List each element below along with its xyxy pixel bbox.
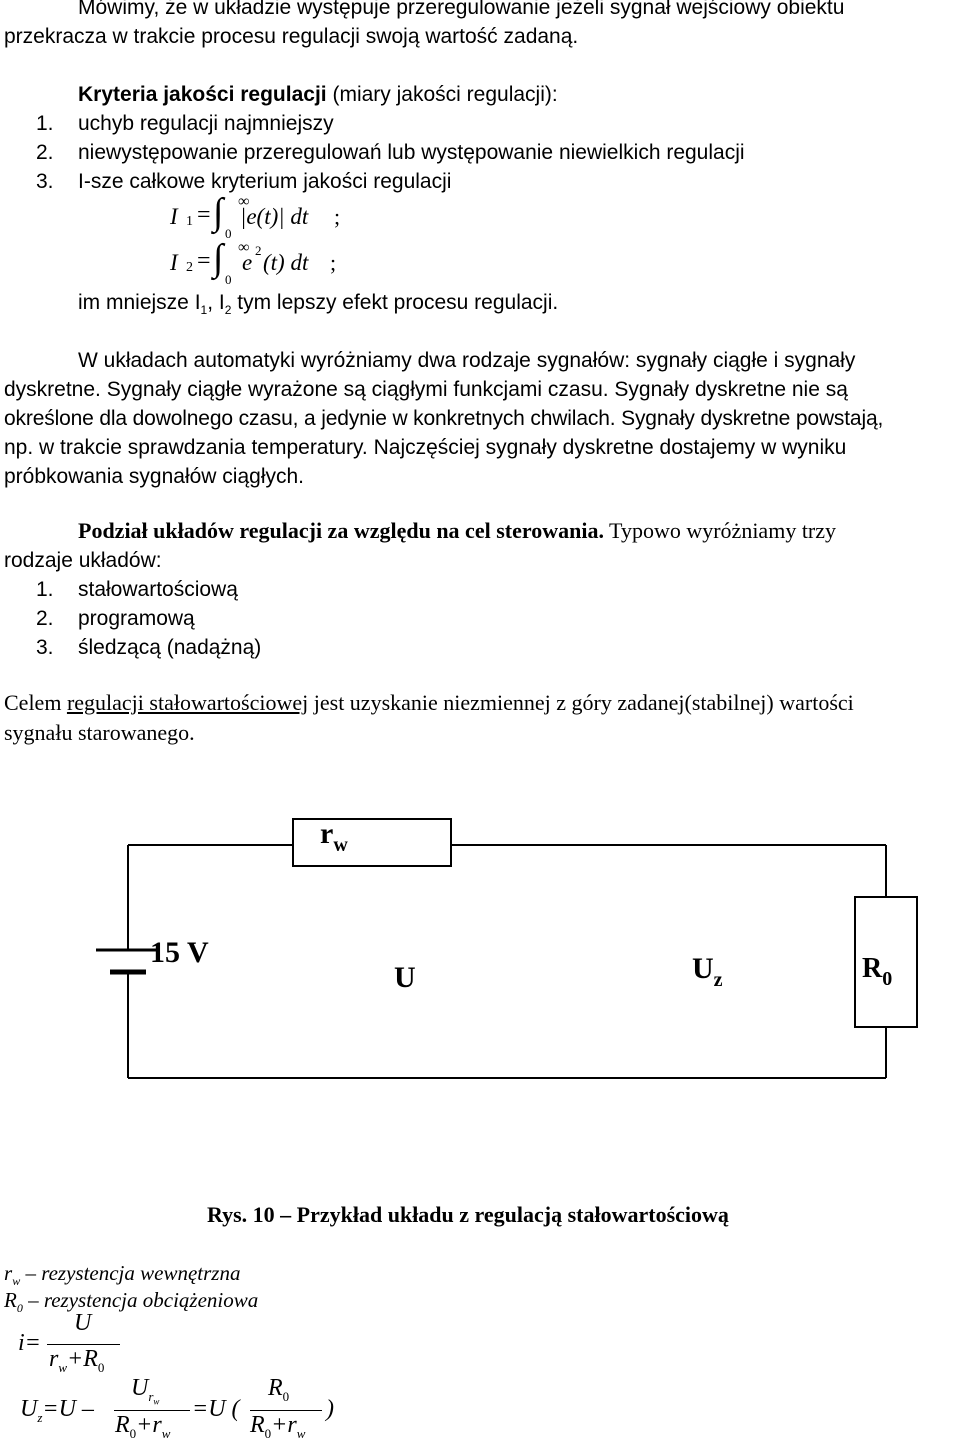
intro-line-1: Mówimy, że w układzie występuje przeregulowanie jeżeli sygnał wejściowy obiektu bbox=[78, 0, 845, 19]
label-uz: $U_z$ bbox=[692, 952, 723, 991]
label-15v: 15 V bbox=[150, 936, 209, 969]
signals-line-4: np. w trakcie sprawdzania temperatury. Najczęściej sygnały dyskretne dostajemy w wyniku bbox=[4, 436, 847, 459]
division-item-1: stałowartościową bbox=[78, 578, 238, 601]
division-line-2: rodzaje układów: bbox=[4, 549, 162, 572]
signals-line-2: dyskretne. Sygnały ciągłe wyrażone są ciągłymi funkcjami czasu. Sygnały dyskretne nie są bbox=[4, 378, 848, 401]
criteria-item-1: 1. bbox=[36, 112, 54, 135]
division-num-3: 3. bbox=[36, 636, 54, 659]
intro-line-2: przekracza w trakcie procesu regulacji swoją wartość zadaną. bbox=[4, 25, 579, 48]
resistor-rw bbox=[293, 819, 451, 866]
division-item-2: programową bbox=[78, 607, 195, 630]
criteria-conclusion: im mniejsze $I_1$, $I_2$ tym lepszy efekt procesu regulacji. bbox=[78, 291, 559, 318]
division-heading: Podział układów regulacji za względu na cel sterowania. Typowo wyróżniamy trzy bbox=[78, 518, 837, 543]
integral-sign: ∫ bbox=[213, 191, 224, 233]
division-item-3: śledzącą (nadążną) bbox=[78, 636, 262, 659]
goal-line-1: Celem regulacji stałowartościowej jest uzyskanie niezmiennej z góry zadanej(stabilnej) wartości bbox=[4, 690, 854, 715]
label-u: U bbox=[394, 961, 416, 994]
signals-line-5: próbkowania sygnałów ciągłych. bbox=[4, 465, 304, 488]
criteria-item-3-text: I-sze całkowe kryterium jakości regulacji bbox=[78, 170, 452, 193]
signals-line-3: określone dla dowolnego czasu, a jedynie w konkretnych chwilach. Sygnały dyskretne powstają, bbox=[4, 407, 884, 430]
division-num-2: 2. bbox=[36, 607, 54, 630]
label-rw: $r_w$ bbox=[320, 817, 348, 856]
criteria-item-3-num: 3. bbox=[36, 170, 54, 193]
label-r0: $R_0$ bbox=[862, 953, 893, 990]
criteria-item-2-num: 2. bbox=[36, 141, 54, 164]
figure-caption: Rys. 10 – Przykład układu z regulacją stałowartościową bbox=[207, 1202, 729, 1227]
legend-rw: $r_w$ – rezystencja wewnętrzna bbox=[4, 1261, 241, 1289]
goal-line-2: sygnału starowanego. bbox=[4, 720, 195, 745]
legend-r0: $R_0$ – rezystencja obciążeniowa bbox=[4, 1288, 259, 1316]
criteria-item-2-text: niewystępowanie przeregulowań lub występowanie niewielkich regulacji bbox=[78, 141, 745, 164]
division-num-1: 1. bbox=[36, 578, 54, 601]
criteria-heading: Kryteria jakości regulacji (miary jakości regulacji): bbox=[78, 83, 558, 106]
signals-line-1: W układach automatyki wyróżniamy dwa rodzaje sygnałów: sygnały ciągłe i sygnały bbox=[78, 349, 856, 372]
criteria-item-1-text: uchyb regulacji najmniejszy bbox=[78, 112, 334, 135]
integral-sign: ∫ bbox=[213, 237, 224, 279]
